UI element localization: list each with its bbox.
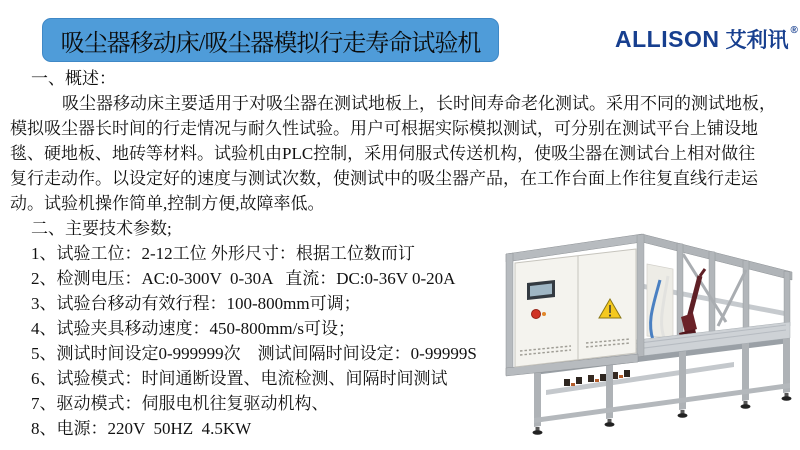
- registered-trademark-icon: ®: [790, 25, 798, 36]
- spec-item: 5、测试时间设定0-999999次 测试间隔时间设定：0-99999S: [31, 344, 477, 363]
- spec-item: 4、试验夹具移动速度：450-800mm/s可设；: [31, 319, 355, 338]
- brand-logo: [615, 24, 798, 54]
- brand-name-en: ALLISON: [615, 26, 720, 52]
- overview-line: 吸尘器移动床主要适用于对吸尘器在测试地板上，长时间寿命老化测试。采用不同的测试地板，: [62, 94, 776, 113]
- page-title-banner: [42, 18, 499, 62]
- overview-line: 毯、硬地板、地砖等材料。试验机由PLC控制，采用伺服式传送机构，使吸尘器在测试台上相对做往: [10, 144, 756, 163]
- overview-line: 复行走动作。以设定好的速度与测试次数，使测试中的吸尘器产品，在工作台面上作往复直线行走运: [10, 169, 758, 188]
- page-title: 吸尘器移动床/吸尘器模拟行走寿命试验机: [60, 30, 481, 57]
- indicator-light: [542, 312, 546, 316]
- specs-heading: 二、主要技术参数;: [31, 219, 172, 238]
- spec-item: 6、试验模式：时间通断设置、电流检测、间隔时间测试: [31, 369, 448, 388]
- emergency-stop-button: [532, 310, 541, 319]
- spec-item: 1、试验工位：2-12工位 外形尺寸：根据工位数而订: [31, 244, 415, 263]
- spec-item: 3、试验台移动有效行程：100-800mm可调；: [31, 294, 361, 313]
- machine-photo-illustration: [494, 222, 800, 448]
- machine-photo: [494, 222, 800, 448]
- overview-line: 模拟吸尘器长时间的行走情况与耐久性试验。用户可根据实际模拟测试，可分别在测试平台上铺设地: [10, 119, 758, 138]
- frame-corner-post: [637, 234, 644, 357]
- spec-item: 2、检测电压：AC:0-300V 0-30A 直流：DC:0-36V 0-20A: [31, 269, 456, 288]
- frame-left-post: [506, 253, 513, 375]
- overview-heading: 一、概述：: [31, 69, 116, 88]
- spec-item: 7、驱动模式：伺服电机往复驱动机构、: [31, 394, 329, 413]
- brand-name-cn: 艾利讯: [725, 29, 789, 52]
- spec-item: 8、电源：220V 50HZ 4.5KW: [31, 419, 252, 438]
- control-cabinet: [515, 249, 636, 367]
- overview-line: 动。试验机操作简单,控制方便,故障率低。: [10, 194, 325, 213]
